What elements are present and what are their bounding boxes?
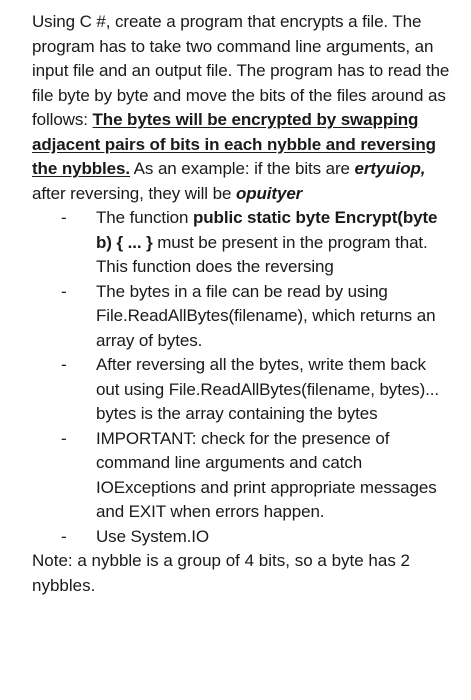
intro-text-3: after reversing, they will be xyxy=(32,183,236,203)
list-dash: - xyxy=(61,526,67,546)
item5-text: Use System.IO xyxy=(96,526,210,546)
item1-text-2: must be present in the program that. This function does the reversing xyxy=(96,232,428,276)
list-dash: - xyxy=(61,355,67,374)
list-item xyxy=(32,280,451,354)
list-item xyxy=(32,206,451,280)
item1-code: public static byte Encrypt(byte b) { ... } xyxy=(96,208,438,252)
item4-text: IMPORTANT: check for the presence of command line arguments and catch IOExceptions and print appropriate messages and EXIT when errors happen. xyxy=(96,428,437,521)
intro-text-1: Using C #, create a program that encrypts a file. The program has to take two command line arguments, an input file and an output file. The program has to read the file byte by byte and move the bits of the files around as follows: xyxy=(32,12,450,129)
intro-paragraph xyxy=(32,10,451,206)
item1-text-1: The function xyxy=(96,208,193,227)
requirements-list xyxy=(32,206,451,549)
item3-text: After reversing all the bytes, write them back out using File.ReadAllBytes(filename, bytes)... bytes is the array containing the bytes xyxy=(96,355,440,423)
note-paragraph: Note: a nybble is a group of 4 bits, so a byte has 2 nybbles. xyxy=(32,551,411,595)
example-output: opuityer xyxy=(235,183,303,203)
list-dash: - xyxy=(61,281,67,301)
list-item xyxy=(32,353,451,427)
intro-text-2: As an example: if the bits are xyxy=(130,159,355,178)
underlined-instruction: The bytes will be encrypted by swapping adjacent pairs of bits in each nybble and reversing the nybbles. xyxy=(32,110,436,178)
list-item xyxy=(32,525,451,550)
example-input: ertyuiop, xyxy=(354,159,426,178)
list-dash: - xyxy=(61,208,67,227)
list-dash: - xyxy=(61,428,67,448)
item2-text: The bytes in a file can be read by using File.ReadAllBytes(filename), which returns an array of bytes. xyxy=(96,281,436,350)
list-item xyxy=(32,427,451,525)
